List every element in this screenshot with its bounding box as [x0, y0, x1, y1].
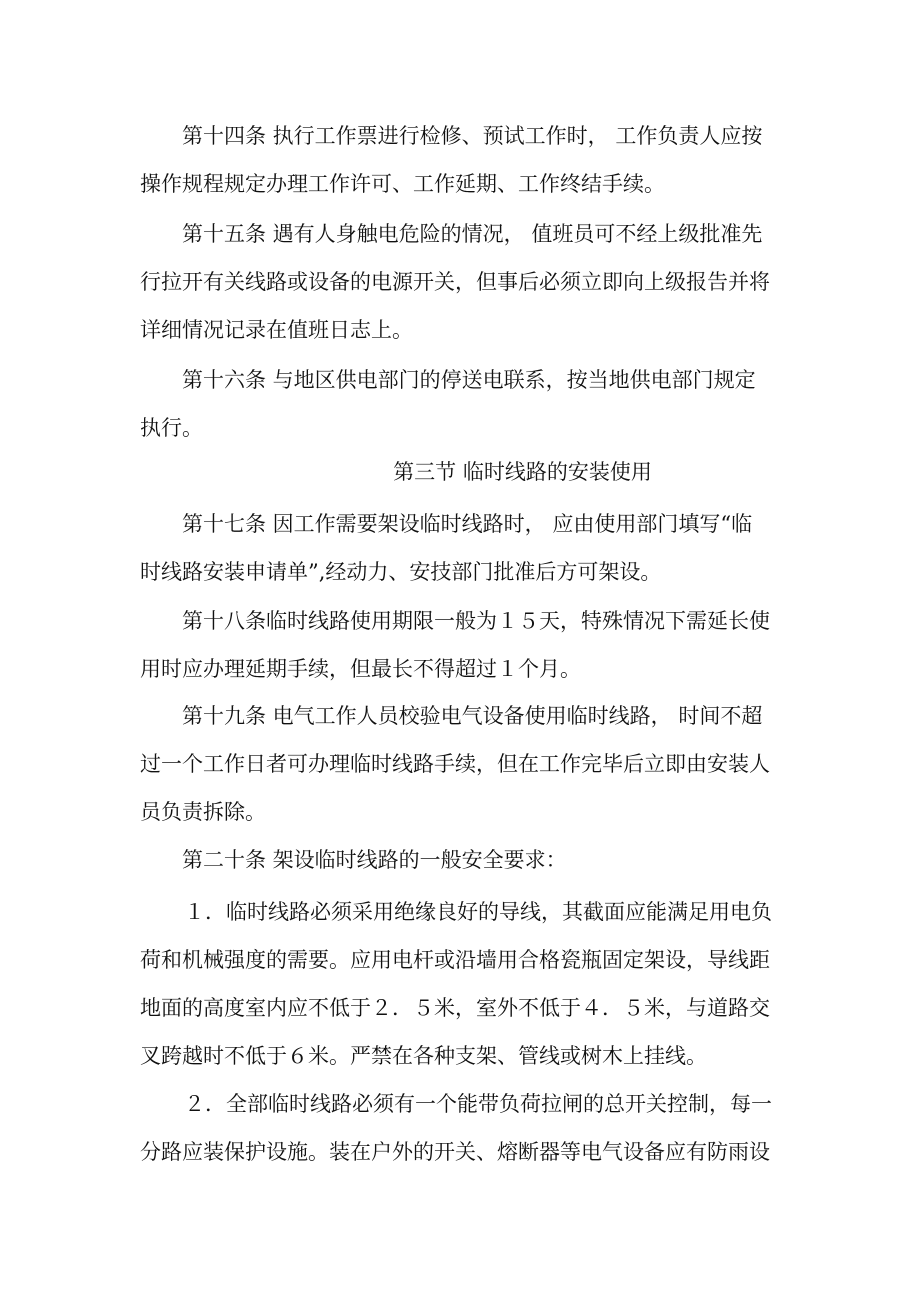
- item-1-line-3: 地面的高度室内应不低于２．５米，室外不低于４．５米，与道路交: [140, 996, 770, 1020]
- article-18-line-1: 第十八条临时线路使用期限一般为１５天，特殊情况下需延长使: [182, 609, 770, 633]
- item-1-line-4: 叉跨越时不低于６米。严禁在各种支架、管线或树木上挂线。: [140, 1044, 707, 1068]
- article-16-line-1: 第十六条 与地区供电部门的停送电联系，按当地供电部门规定: [182, 368, 756, 392]
- article-15-line-2: 行拉开有关线路或设备的电源开关，但事后必须立即向上级报告并将: [140, 270, 770, 294]
- item-2-line-1: ２．全部临时线路必须有一个能带负荷拉闸的总开关控制，每一: [184, 1092, 772, 1116]
- item-2: [140, 1080, 785, 1176]
- article-20-line-1: 第二十条 架设临时线路的一般安全要求：: [182, 848, 567, 872]
- article-15-line-3: 详细情况记录在值班日志上。: [140, 318, 413, 342]
- article-15-line-1: 第十五条 遇有人身触电危险的情况， 值班员可不经上级批准先: [182, 222, 763, 246]
- article-19-line-2: 过一个工作日者可办理临时线路手续，但在工作完毕后立即由安装人: [140, 752, 770, 776]
- article-19-line-1: 第十九条 电气工作人员校验电气设备使用临时线路， 时间不超: [182, 704, 763, 728]
- article-18: [140, 597, 785, 693]
- item-1: [140, 888, 785, 1080]
- article-18-line-2: 用时应办理延期手续，但最长不得超过１个月。: [140, 657, 581, 681]
- article-14-line-1: 第十四条 执行工作票进行检修、预试工作时， 工作负责人应按: [182, 124, 763, 148]
- article-14-line-2: 操作规程规定办理工作许可、工作延期、工作终结手续。: [140, 172, 665, 196]
- article-17-line-1: 第十七条 因工作需要架设临时线路时， 应由使用部门填写“临: [182, 512, 753, 536]
- article-19: [140, 692, 785, 836]
- article-16-line-2: 执行。: [140, 416, 203, 440]
- item-1-line-1: １．临时线路必须采用绝缘良好的导线，其截面应能满足用电负: [184, 900, 772, 924]
- article-14: [140, 112, 785, 208]
- article-20: [140, 836, 785, 884]
- article-17-line-2: 时线路安装申请单”,经动力、安技部门批准后方可架设。: [140, 560, 662, 584]
- section-3-heading: 第三节 临时线路的安装使用: [393, 460, 652, 484]
- article-16: [140, 356, 785, 452]
- item-1-line-2: 荷和机械强度的需要。应用电杆或沿墙用合格瓷瓶固定架设，导线距: [140, 948, 770, 972]
- article-15: [140, 210, 785, 354]
- article-17: [140, 500, 785, 596]
- article-19-line-3: 员负责拆除。: [140, 800, 266, 824]
- item-2-line-2: 分路应装保护设施。装在户外的开关、熔断器等电气设备应有防雨设: [140, 1140, 770, 1164]
